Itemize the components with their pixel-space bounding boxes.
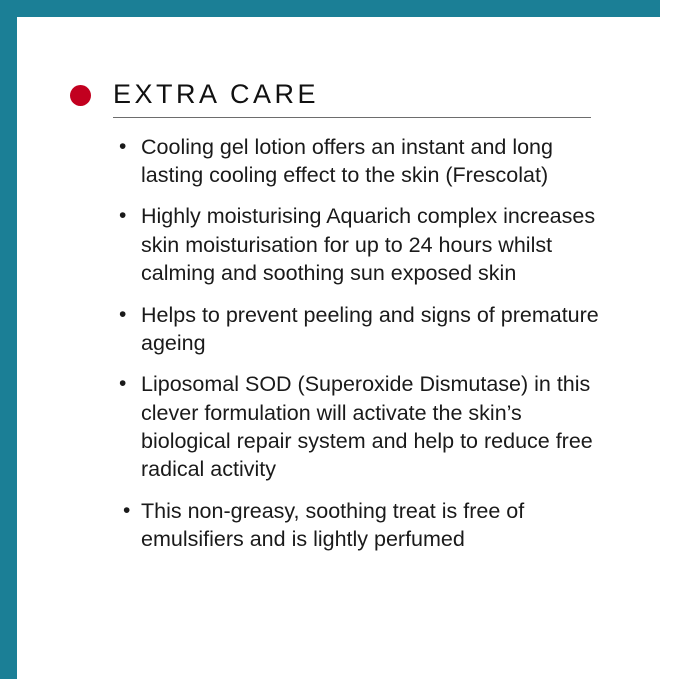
bullet-marker-icon: • (119, 204, 127, 228)
heading-divider (113, 117, 591, 118)
list-item-text: Cooling gel lotion offers an instant and long lasting cooling effect to the skin (Frescolat) (141, 134, 553, 188)
list-item (121, 497, 610, 554)
heading-row (70, 80, 610, 110)
bullet-marker-icon: • (123, 498, 131, 522)
list-item-text: Liposomal SOD (Superoxide Dismutase) in this clever formulation will activate the skin’s biological repair system and help to reduce free radical activity (141, 372, 593, 482)
list-item (117, 370, 610, 484)
list-item-text: Highly moisturising Aquarich complex increases skin moisturisation for up to 24 hours whilst calming and soothing sun exposed skin (141, 204, 596, 286)
red-dot-icon (70, 85, 91, 106)
page-title: EXTRA CARE (113, 79, 320, 109)
list-item-text: This non-greasy, soothing treat is free of emulsifiers and is lightly perfumed (141, 498, 525, 552)
bullet-marker-icon: • (119, 302, 127, 326)
bullet-marker-icon: • (119, 134, 127, 158)
feature-list (117, 133, 610, 554)
content-area (70, 80, 610, 567)
top-border-bar (0, 0, 660, 17)
list-item (117, 133, 610, 190)
list-item (117, 301, 610, 358)
list-item (117, 202, 610, 287)
left-border-bar (0, 0, 17, 679)
bullet-marker-icon: • (119, 372, 127, 396)
list-item-text: Helps to prevent peeling and signs of premature ageing (141, 302, 599, 355)
